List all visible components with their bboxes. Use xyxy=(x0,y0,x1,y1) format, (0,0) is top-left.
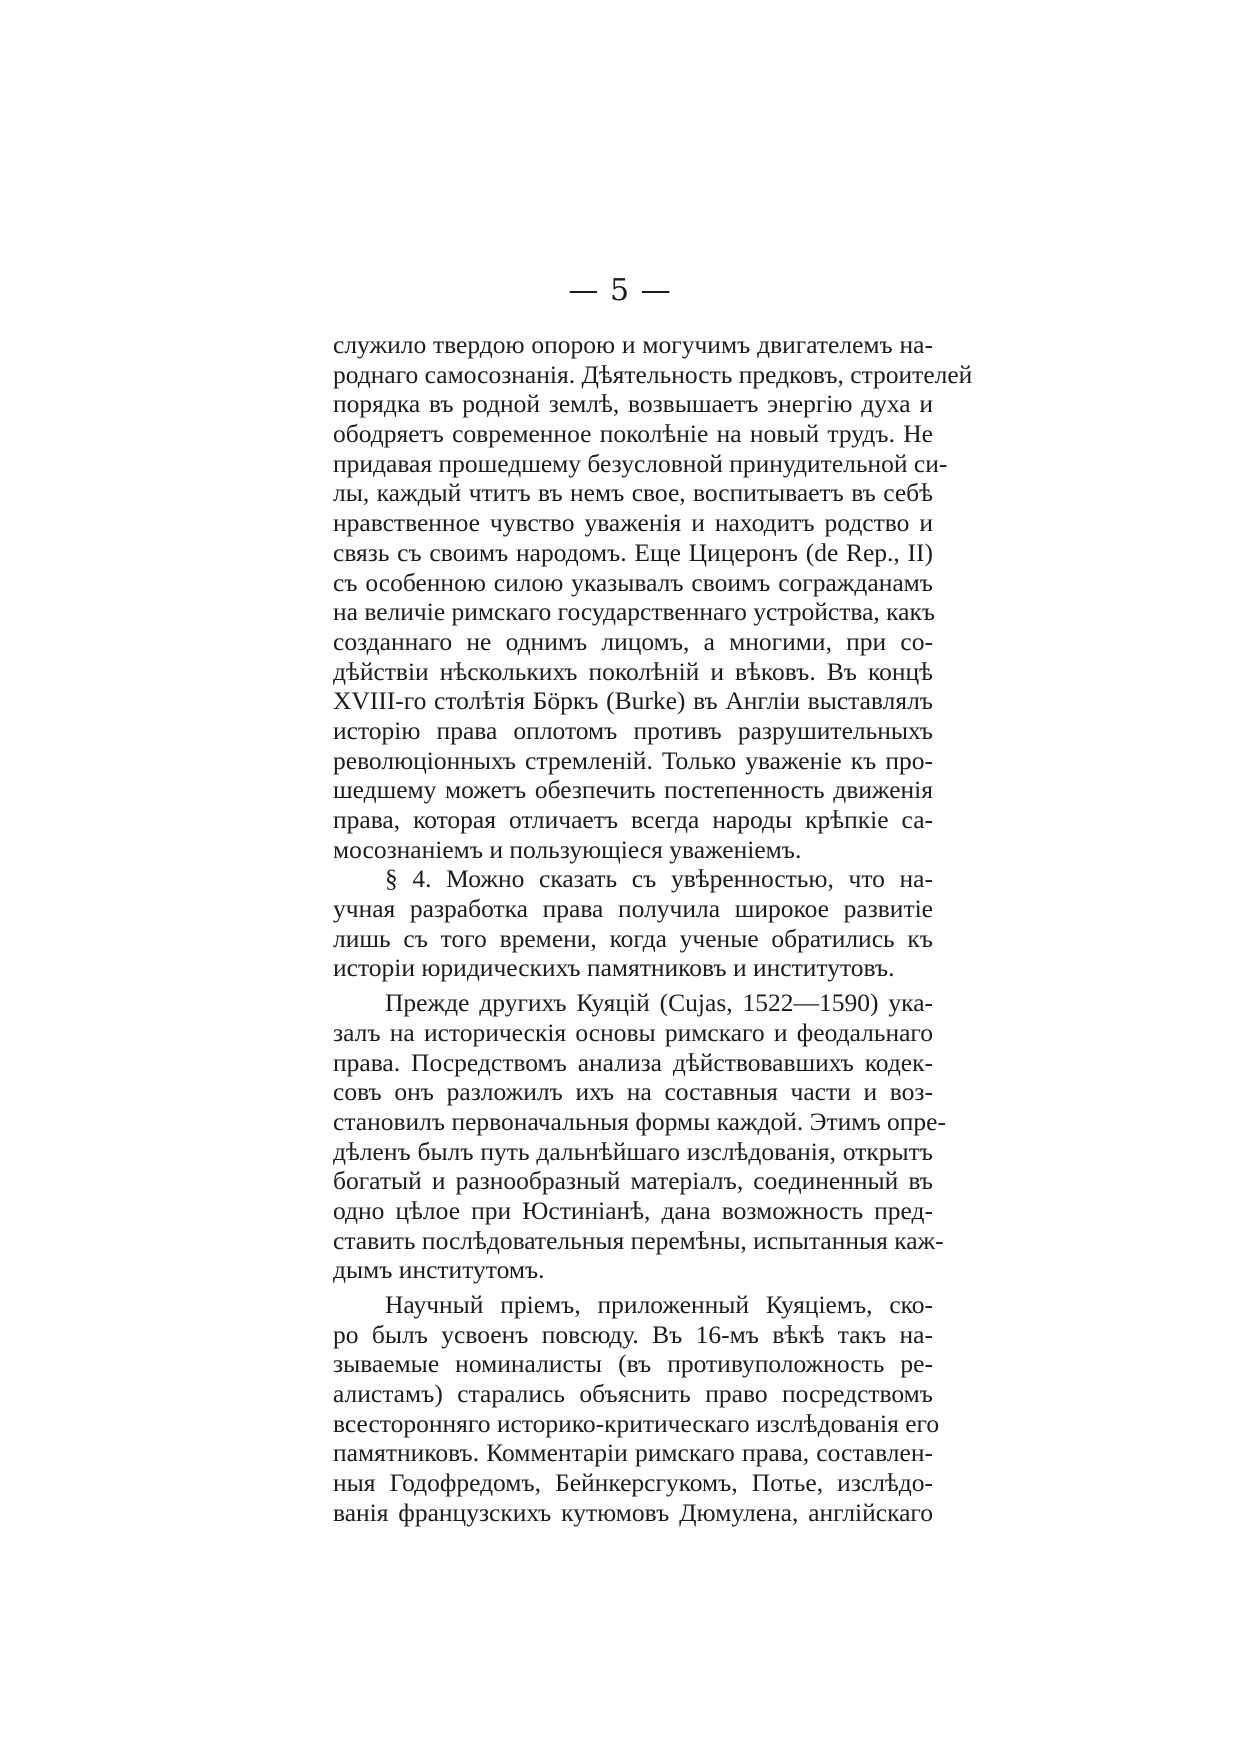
text-line: алистамъ) старались объяснить право посредствомъ xyxy=(333,1379,933,1409)
text-line: одно цѣлое при Юстиніанѣ, дана возможность пред- xyxy=(333,1195,933,1225)
paragraph-4 xyxy=(333,1290,940,1528)
text-line: исторію права оплотомъ противъ разрушительныхъ xyxy=(333,715,933,745)
paragraph-2-section-4 xyxy=(333,864,933,983)
text-line: памятниковъ. Комментаріи римскаго права, составлен- xyxy=(333,1438,933,1468)
text-line: придавая прошедшему безусловной принудительной си- xyxy=(333,448,948,478)
text-line: служило твердою опорою и могучимъ двигателемъ на- xyxy=(333,330,933,359)
text-line: дѣленъ былъ путь дальнѣйшаго изслѣдованія, открытъ xyxy=(333,1136,933,1166)
text-line: порядка въ родной землѣ, возвышаетъ энергію духа и xyxy=(333,389,933,419)
text-line: Прежде другихъ Куяцій (Cujas, 1522—1590) ука- xyxy=(385,988,933,1018)
text-line: Научный пріемъ, приложенный Куяціемъ, ско- xyxy=(385,1290,933,1319)
text-line: шедшему можетъ обезпечить постепенность движенія xyxy=(333,775,933,805)
text-line: права. Посредствомъ анализа дѣйствовавшихъ кодек- xyxy=(333,1047,933,1077)
text-line: богатый и разнообразный матеріалъ, соединенный въ xyxy=(333,1166,933,1196)
text-line: ро былъ усвоенъ повсюду. Въ 16-мъ вѣкѣ такъ на- xyxy=(333,1319,933,1349)
text-line: созданнаго не однимъ лицомъ, а многими, при со- xyxy=(333,626,933,656)
text-line: лы, каждый чтитъ въ немъ свое, воспитываетъ въ себѣ xyxy=(333,478,933,508)
text-line: дымъ институтомъ. xyxy=(333,1255,545,1285)
text-line: связь съ своимъ народомъ. Еще Цицеронъ (de Rep., II) xyxy=(333,537,933,567)
text-line: зываемые номиналисты (въ противуположность ре- xyxy=(333,1349,933,1379)
page-number: — 5 — xyxy=(568,273,672,308)
text-line: § 4. Можно сказать съ увѣренностью, что на- xyxy=(385,864,933,894)
text-line: всесторонняго историко-критическаго изслѣдованія его xyxy=(333,1408,940,1438)
text-line: права, которая отличаетъ всегда народы крѣпкіе са- xyxy=(333,805,933,834)
text-line: нравственное чувство уваженія и находитъ родство и xyxy=(333,508,933,538)
text-line: ванія французскихъ кутюмовъ Дюмулена, англійскаго xyxy=(333,1497,933,1527)
text-line: XVIII-го столѣтія Бöркъ (Burke) въ Англіи выставлялъ xyxy=(333,686,933,716)
text-line: ободряетъ современное поколѣніе на новый трудъ. Не xyxy=(333,419,933,449)
text-line: съ особенною силою указывалъ своимъ согражданамъ xyxy=(333,567,933,597)
text-line: учная разработка права получила широкое развитіе xyxy=(333,894,933,924)
text-line: мосознаніемъ и пользующіеся уваженіемъ. xyxy=(333,834,802,864)
paragraph-1 xyxy=(333,330,973,864)
text-line: становилъ первоначальныя формы каждой. Этимъ опре- xyxy=(333,1106,946,1136)
text-line: ставить послѣдовательныя перемѣны, испытанныя каж- xyxy=(333,1225,944,1255)
text-line: ныя Годофредомъ, Бейнкерсгукомъ, Потье, изслѣдо- xyxy=(333,1468,933,1498)
text-line: роднаго самосознанія. Дѣятельность предковъ, строителей xyxy=(333,359,973,389)
text-line: дѣйствіи нѣсколькихъ поколѣній и вѣковъ. Въ концѣ xyxy=(333,656,933,686)
paragraph-3 xyxy=(333,988,946,1285)
text-line: совъ онъ разложилъ ихъ на составныя части и воз- xyxy=(333,1077,933,1107)
text-line: на величіе римскаго государственнаго устройства, какъ xyxy=(333,597,936,627)
text-line: революціонныхъ стремленій. Только уваженіе къ про- xyxy=(333,745,933,775)
body-text xyxy=(333,330,973,1528)
text-line: залъ на историческія основы римскаго и феодальнаго xyxy=(333,1017,933,1047)
text-line: лишь съ того времени, когда ученые обратились къ xyxy=(333,923,933,953)
text-line: исторіи юридическихъ памятниковъ и институтовъ. xyxy=(333,953,895,983)
